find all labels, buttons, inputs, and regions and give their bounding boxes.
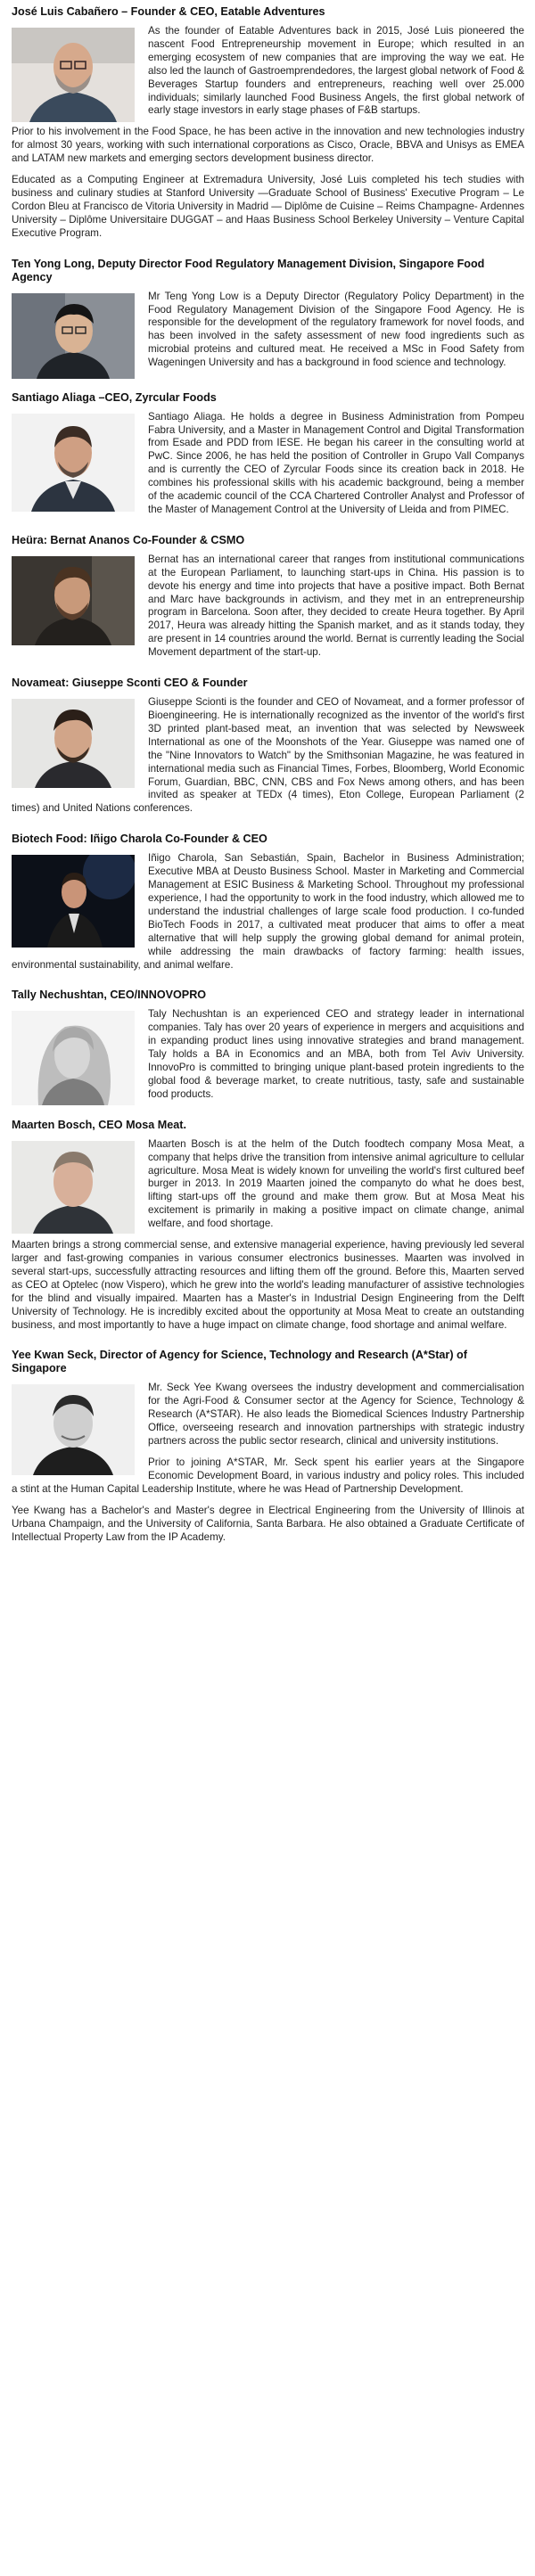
portrait-photo (12, 1011, 135, 1105)
speaker-bio-paragraph: Santiago Aliaga. He holds a degree in Business Administration from Pompeu Fabra University, and a Master in Management Control and Digital Transformation from Esade and PDD from IESE. He began his career in the consulting world at PwC. Since 2006, he has held the position of Controller in Grupo Vall Companys and is currently the CEO of Zyrcular Foods since its creation back in 2018. He combines his professional skills with his academic background, being a member of the academic council of the CCA Chartered Controller Analyst and Professor of the Master of Management Control at the University of Lleida and from PIMEC. (148, 410, 524, 515)
speaker-bernat-ananos (12, 534, 524, 668)
speaker-heading: Biotech Food: Iñigo Charola Co-Founder & CEO (12, 833, 268, 846)
portrait-photo (12, 699, 135, 788)
speaker-heading: Novameat: Giuseppe Sconti CEO & Founder (12, 677, 248, 690)
speaker-jose-luis-cabanero (12, 5, 524, 249)
speaker-ten-yong-long (12, 258, 524, 382)
speaker-bio-paragraph: Maarten Bosch is at the helm of the Dutch foodtech company Mosa Meat, a company that helps drive the transition from intensive animal agriculture to cellular agriculture. Mosa Meat is widely known for unveiling the world's first cultured beef burger in 2013. In 2019 Maarten joined the companyto do what he does best, lifting start-ups off the ground and make them grow. But at Mosa Meat his excitement is primarily in making a positive impact on climate change, animal welfare, and food shortage. (148, 1137, 524, 1230)
speaker-heading: Tally Nechushtan, CEO/INNOVOPRO (12, 989, 207, 1002)
speaker-bio-paragraph: Bernat has an international career that ranges from institutional communications at the European Parliament, to launching start-ups in China. His passion is to devote his energy and time into projects that have a positive impact. Both Bernat and Marc have backgrounds in activism, and they met in an entrepreneurship program in Barcelona. Soon after, they decided to create Heura together. By April 2017, Heura was already hitting the Spanish market, and as it stands today, they are present in 14 countries around the world. Bernat is currently leading the Social Movement department of the start-up. (148, 553, 524, 659)
portrait-photo (12, 556, 135, 645)
speaker-yee-kwang-seck (12, 1349, 524, 1552)
speaker-heading: Santiago Aliaga –CEO, Zyrcular Foods (12, 390, 217, 404)
speaker-bio-paragraph: Mr. Seck Yee Kwang oversees the industry development and commercialisation for the Agri-Food & Consumer sector at the Agency for Science, Technology & Research (A*STAR). He also leads the Biomedical Sciences Industry Partnership Office, overseeing research and innovation partnerships with strategic industry partners across the public sector research, clinical and university institutions. (148, 1382, 524, 1448)
speaker-giuseppe-scionti (12, 677, 524, 824)
speaker-heading: José Luis Cabañero – Founder & CEO, Eatable Adventures (12, 5, 325, 18)
speaker-heading: Yee Kwan Seck, Director of Agency for Science, Technology and Research (A*Star) of Singapore (12, 1349, 467, 1375)
speaker-bio-paragraph: Educated as a Computing Engineer at Extremadura University, José Luis completed his tech studies with business and culinary studies at Stanford University —Graduate School of Business' Executive Program – Le Cordon Bleu at Francisco de Vitoria University in Madrid — Diplôme de Cuisine – Reims Champagne- Ardennes University – Diplôme Universitaire DUGGAT – and Haas Business School Berkeley University – Venture Capital Executive Program. (12, 174, 524, 239)
speaker-bio-paragraph: Mr Teng Yong Low is a Deputy Director (Regulatory Policy Department) in the Food Regulatory Management Division of the Singapore Food Agency. He is responsible for the development of the regulatory framework for novel foods, and has been involved in the safety assessment of new food ingredients such as microbial proteins and cultured meat. He received a MSc in Food Safety from Wageningen University and has a background in food science and technology. (148, 290, 524, 369)
portrait-photo (12, 1384, 135, 1475)
speaker-inigo-charola (12, 833, 524, 980)
speaker-bio-paragraph: Prior to joining A*STAR, Mr. Seck spent his earlier years at the Singapore Economic Development Board, in various industry and policy roles. This included a stint at the Human Capital Leadership Institute, where he was Head of Partnership Development. (12, 1456, 524, 1495)
speaker-bio-paragraph: Maarten brings a strong commercial sense, and extensive managerial experience, having previously led several larger and fast-growing companies in various consumer electronics businesses. Maarten was involved in several start-ups, successfully attracting resources and lifting them off the ground. Before this, Maarten served as CEO at Optelec (now Vispero), which he grew into the world's leading manufacturer of assistive technologies for the blind and visually impaired. Maarten has a Master's in Industrial Design Engineering from the Delft University of Technology. He is incredibly excited about the opportunity at Mosa Meat to create an outstanding business, and most importantly to have a huge impact on climate change, food shortage and animal welfare. (12, 1239, 524, 1331)
portrait-photo (12, 414, 135, 512)
portrait-photo (12, 28, 135, 122)
speaker-bio-paragraph: Taly Nechushtan is an experienced CEO and strategy leader in international companies. Taly has over 20 years of experience in mergers and acquisitions and in expanding product lines using innovative strategies and brand management. Taly holds a BA in Economics and an MBA, both from Tel Aviv University. InnovoPro is committed to bringing unique plant-based protein ingredients to the global food & beverage market, to create nutritious, tasty, safe and sustainable food products. (148, 1008, 524, 1100)
speaker-bio-paragraph: Yee Kwang has a Bachelor's and Master's degree in Electrical Engineering from the University of Illinois at Urbana Champaign, and the University of California, Santa Barbara. He also obtained a Graduate Certificate of Intellectual Property Law from the IP Academy. (12, 1504, 524, 1543)
speaker-heading: Maarten Bosch, CEO Mosa Meat. (12, 1118, 186, 1131)
speaker-bio-paragraph: Prior to his involvement in the Food Space, he has been active in the innovation and new technologies industry for almost 30 years, working with such international corporations as Cisco, Oracle, BBVA and Unisys as EMEA and LATAM new markets and emerging sectors development business director. (12, 126, 524, 165)
speaker-santiago-aliaga (12, 391, 524, 525)
speaker-maarten-bosch (12, 1119, 524, 1341)
speaker-heading: Ten Yong Long, Deputy Director Food Regulatory Management Division, Singapore Food Agency (12, 257, 485, 283)
speaker-bio-paragraph: Iñigo Charola, San Sebastián, Spain, Bachelor in Business Administration; Executive MBA at Deusto Business School. Master in Marketing and Commercial Management at ESIC Business & Marketing School. Throughout my professional experience, I had the opportunity to work in the food industry, which allowed me to understand the industrial challenges of large scale food production. I co-funded BioTech Foods in 2017, a cultivated meat producer that aims to offer a meat alternative that will help supply the growing global demand for animal protein, while addressing the main drawbacks of factory farming: health issues, environmental sustainability, and animal welfare. (12, 852, 524, 971)
speaker-bio-paragraph: As the founder of Eatable Adventures back in 2015, José Luis pioneered the nascent Food Entrepreneurship movement in Europe; which resulted in an emerging ecosystem of new companies that are improving the way we eat. He also led the launch of Gastroemprendedores, the largest global network of Food & Beverages Startup founders and entrepreneurs, reaching well over 25.000 individuals; similarly launched Food Business Angels, the first global network of early stage investors in early stage phases of F&B startups. (148, 25, 524, 117)
speaker-bio-paragraph: Giuseppe Scionti is the founder and CEO of Novameat, and a former professor of Bioengineering. He is internationally recognized as the inventor of the world's first 3D printed plant-based meat, an invention that was selected by Newsweek International as one of the Moonshots of the Year. Giuseppe was named one of the "Nine Innovators to Watch" by the Smithsonian Magazine, he was featured in international media such as Financial Times, Forbes, Bloomberg, World Economic Forum, Guardian, BBC, CNN, CBS and Fox News among others, and has been invited as speaker at TEDx (4 times), Eton College, European Parliament (2 times) and United Nations conferences. (12, 696, 524, 815)
speaker-taly-nechushtan (12, 989, 524, 1109)
portrait-photo (12, 855, 135, 948)
speaker-heading: Heüra: Bernat Ananos Co-Founder & CSMO (12, 533, 245, 546)
portrait-photo (12, 1141, 135, 1234)
portrait-photo (12, 293, 135, 379)
